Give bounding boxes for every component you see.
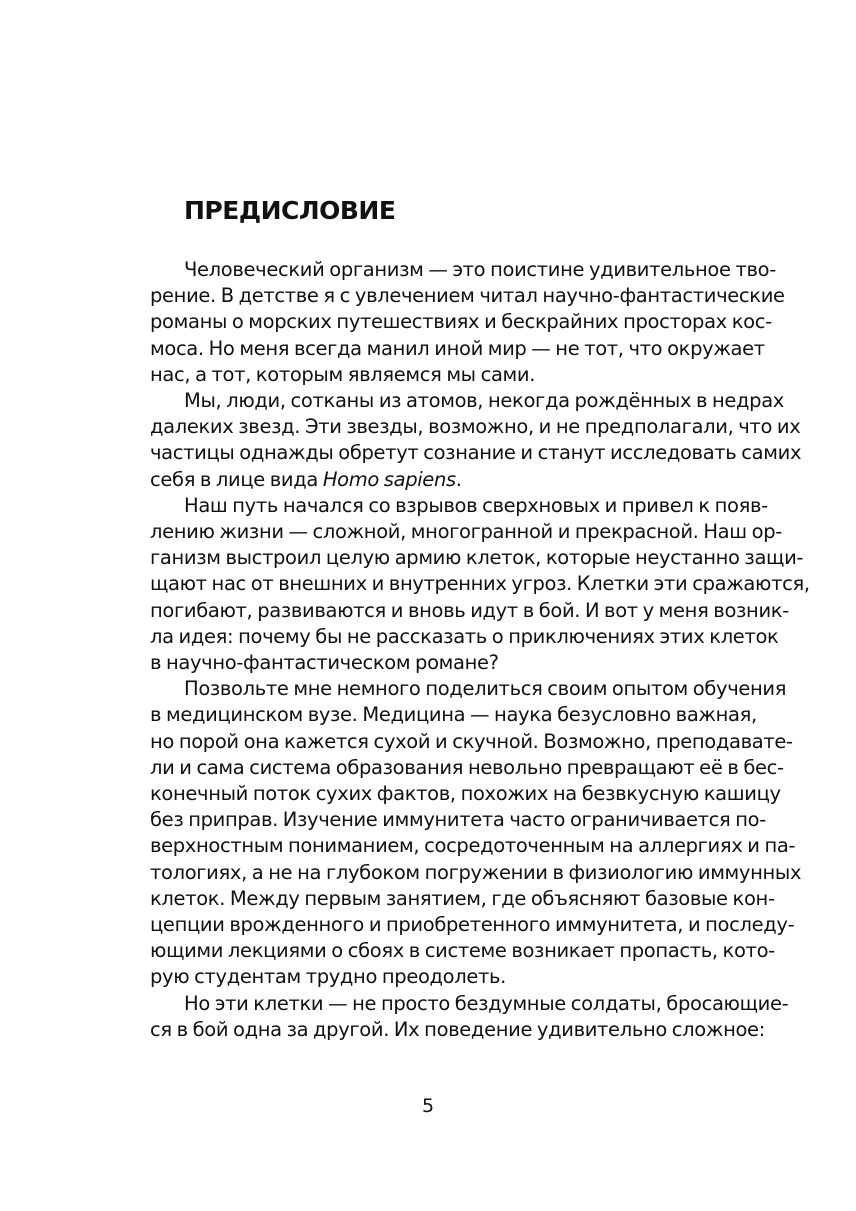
species-name: Homo sapiens	[322, 467, 456, 491]
paragraph-5	[150, 991, 789, 1043]
text-line: рую студентам трудно преодолеть.	[150, 965, 507, 989]
text-line: Человеческий организм — это поистине удивительное тво-	[184, 258, 776, 281]
text-line: клеток. Между первым занятием, где объясняют базовые кон-	[150, 886, 775, 910]
paragraph-4	[150, 676, 802, 990]
text-line: верхностным пониманием, сосредоточенным на аллергиях и па-	[150, 834, 796, 858]
text-line: в медицинском вузе. Медицина — наука безусловно важная,	[150, 703, 757, 727]
text-line: ющими лекциями о сбоях в системе возникает пропасть, кото-	[150, 939, 775, 963]
text-line: лению жизни — сложной, многогранной и прекрасной. Наш ор-	[150, 520, 782, 544]
paragraph-2	[150, 388, 802, 493]
text-line: тологиях, а не на глубоком погружении в физиологию иммунных	[150, 860, 802, 884]
text-line: Мы, люди, сотканы из атомов, некогда рождённых в недрах	[184, 389, 784, 413]
text-line: нас, а тот, которым являемся мы сами.	[150, 362, 536, 386]
text-line: но порой она кажется сухой и скучной. Возможно, преподавате-	[150, 729, 793, 753]
text-line: рение. В детстве я с увлечением читал научно-фантастические	[150, 284, 785, 308]
text-line: погибают, развиваются и вновь идут в бой. И вот у меня возник-	[150, 598, 789, 622]
body-text	[150, 257, 810, 1043]
text-line: щают нас от внешних и внутренних угроз. Клетки эти сражаются,	[150, 572, 810, 596]
paragraph-1	[150, 257, 785, 388]
text-line: цепции врожденного и приобретенного иммунитета, и последу-	[150, 913, 795, 937]
text-line: романы о морских путешествиях и бескрайних просторах кос-	[150, 310, 772, 334]
text-line	[150, 467, 742, 493]
text-fragment: .	[455, 467, 462, 491]
paragraph-3	[150, 493, 810, 676]
text-line: ганизм выстроил целую армию клеток, которые неустанно защи-	[150, 546, 804, 570]
text-line: моса. Но меня всегда манил иной мир — не тот, что окружает	[150, 336, 765, 360]
text-line: в научно-фантастическом романе?	[150, 651, 499, 675]
text-line: ли и сама система образования невольно превращают её в бес-	[150, 755, 784, 779]
chapter-heading: ПРЕДИСЛОВИЕ	[184, 196, 396, 225]
text-line: Но эти клетки — не просто бездумные солдаты, бросающие-	[184, 991, 789, 1015]
page-number: 5	[421, 1095, 435, 1117]
text-line: без приправ. Изучение иммунитета часто ограничивается по-	[150, 808, 766, 832]
text-line: Позвольте мне немного поделиться своим опытом обучения	[184, 677, 787, 701]
text-line: конечный поток сухих фактов, похожих на безвкусную кашицу	[150, 782, 781, 806]
text-line: ся в бой одна за другой. Их поведение удивительно сложное:	[150, 1017, 765, 1041]
text-line: Наш путь начался со взрывов сверхновых и привел к появ-	[184, 493, 768, 517]
text-line: ла идея: почему бы не рассказать о приключениях этих клеток	[150, 624, 779, 648]
text-line: далеких звезд. Эти звезды, возможно, и не предполагали, что их	[150, 415, 801, 439]
text-fragment: себя в лице вида	[150, 467, 323, 491]
text-line: частицы однажды обретут сознание и станут исследовать самих	[150, 441, 802, 465]
